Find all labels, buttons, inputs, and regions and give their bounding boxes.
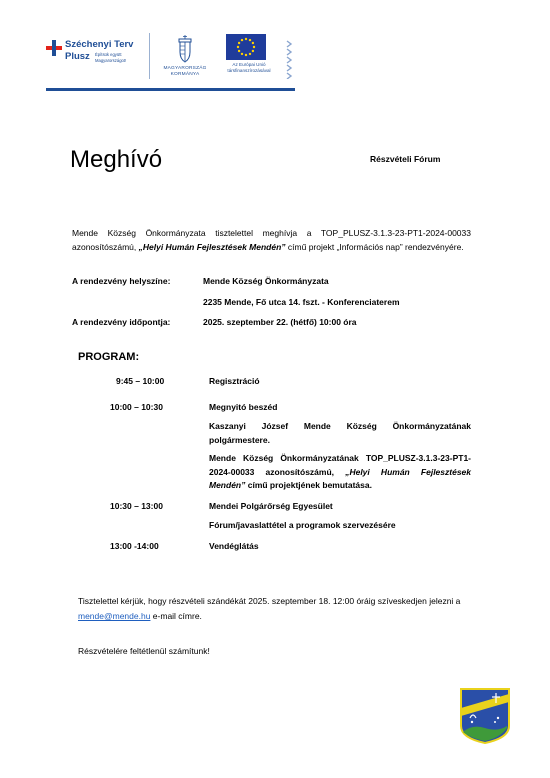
page-title: Meghívó bbox=[70, 146, 163, 173]
intro-text-1: Mende Község Önkormányzata tisztelettel meghívja a TOP_PLUSZ-3.1.3-23-PT1-2024-00033 azonosítószámú, bbox=[72, 228, 471, 252]
szechenyi-tagline bbox=[95, 52, 126, 63]
program-time-3: 10:30 – 13:00 bbox=[110, 501, 163, 511]
tagline-line-2: Magyarországot! bbox=[95, 57, 127, 63]
program-item-1: Regisztráció bbox=[209, 376, 260, 386]
venue-address: 2235 Mende, Fő utca 14. fszt. - Konferenciaterem bbox=[203, 297, 400, 307]
eu-flag-icon bbox=[226, 34, 266, 60]
szechenyi-plus-icon bbox=[46, 40, 62, 56]
program-item-3: Mendei Polgárőrség Egyesület bbox=[209, 501, 333, 511]
szechenyi-title: Széchenyi Terv bbox=[65, 39, 134, 50]
mende-crest-icon bbox=[460, 688, 510, 744]
date-value: 2025. szeptember 22. (hétfő) 10:00 óra bbox=[203, 317, 357, 327]
venue-label: A rendezvény helyszíne: bbox=[72, 276, 171, 286]
venue-name: Mende Község Önkormányzata bbox=[203, 276, 329, 286]
intro-text-2: című projekt „Információs nap” rendezvényére. bbox=[285, 241, 464, 252]
program-desc-2b bbox=[209, 452, 471, 493]
hungarian-government-logo bbox=[155, 33, 215, 81]
tagline-line-1: Építsük együtt bbox=[95, 52, 122, 57]
closing-paragraph bbox=[78, 594, 473, 624]
eu-line-1: Az Európai Unió bbox=[232, 62, 266, 67]
divider bbox=[149, 33, 150, 79]
program-desc-3: Fórum/javaslattétel a programok szervezésére bbox=[209, 520, 396, 530]
program-desc-2a: Kaszanyi József Mende Község Önkormányzatának polgármestere. bbox=[209, 421, 471, 445]
eu-logo bbox=[214, 32, 284, 80]
page-subtitle: Részvételi Fórum bbox=[370, 154, 441, 164]
desc-2b-text-1: Mende Község Önkormányzatának TOP_PLUSZ-3.1.3-23-PT1-2024-00033 azonosítószámú, bbox=[209, 453, 471, 477]
gov-line-1: MAGYARORSZÁG bbox=[163, 66, 207, 71]
program-item-2: Megnyitó beszéd bbox=[209, 402, 278, 412]
gov-line-2: KORMÁNYA bbox=[170, 72, 200, 77]
closing-text-1: Tisztelettel kérjük, hogy részvételi szándékát 2025. szeptember 18. 12:00 óráig szíveskedjen jelezni a bbox=[78, 596, 461, 606]
eu-text bbox=[214, 62, 284, 74]
szechenyi-terv-logo bbox=[46, 38, 146, 80]
email-link[interactable]: mende@mende.hu bbox=[78, 611, 151, 621]
chevron-decoration-icon bbox=[286, 39, 294, 79]
program-time-4: 13:00 -14:00 bbox=[110, 541, 159, 551]
final-note: Részvételére feltétlenül számítunk! bbox=[78, 646, 210, 656]
government-text bbox=[155, 66, 215, 78]
desc-2b-text-2: című projektjének bemutatása. bbox=[245, 480, 372, 490]
intro-paragraph bbox=[72, 227, 471, 254]
closing-text-2: e-mail címre. bbox=[150, 611, 202, 621]
coat-of-arms-icon bbox=[155, 33, 215, 65]
header-bar bbox=[46, 88, 295, 91]
date-label: A rendezvény időpontja: bbox=[72, 317, 171, 327]
program-time-1: 9:45 – 10:00 bbox=[116, 376, 165, 386]
desc-2b-project-name: „Helyi Humán Fejlesztések Mendén” bbox=[209, 466, 471, 490]
program-title: PROGRAM: bbox=[78, 351, 140, 363]
program-time-2: 10:00 – 10:30 bbox=[110, 402, 163, 412]
eu-line-2: társfinanszírozásával bbox=[227, 68, 271, 73]
program-item-4: Vendéglátás bbox=[209, 541, 259, 551]
szechenyi-plusz: Plusz bbox=[65, 51, 90, 62]
intro-project-name: „Helyi Humán Fejlesztések Mendén” bbox=[138, 241, 286, 252]
eu-stars-icon bbox=[226, 34, 266, 60]
